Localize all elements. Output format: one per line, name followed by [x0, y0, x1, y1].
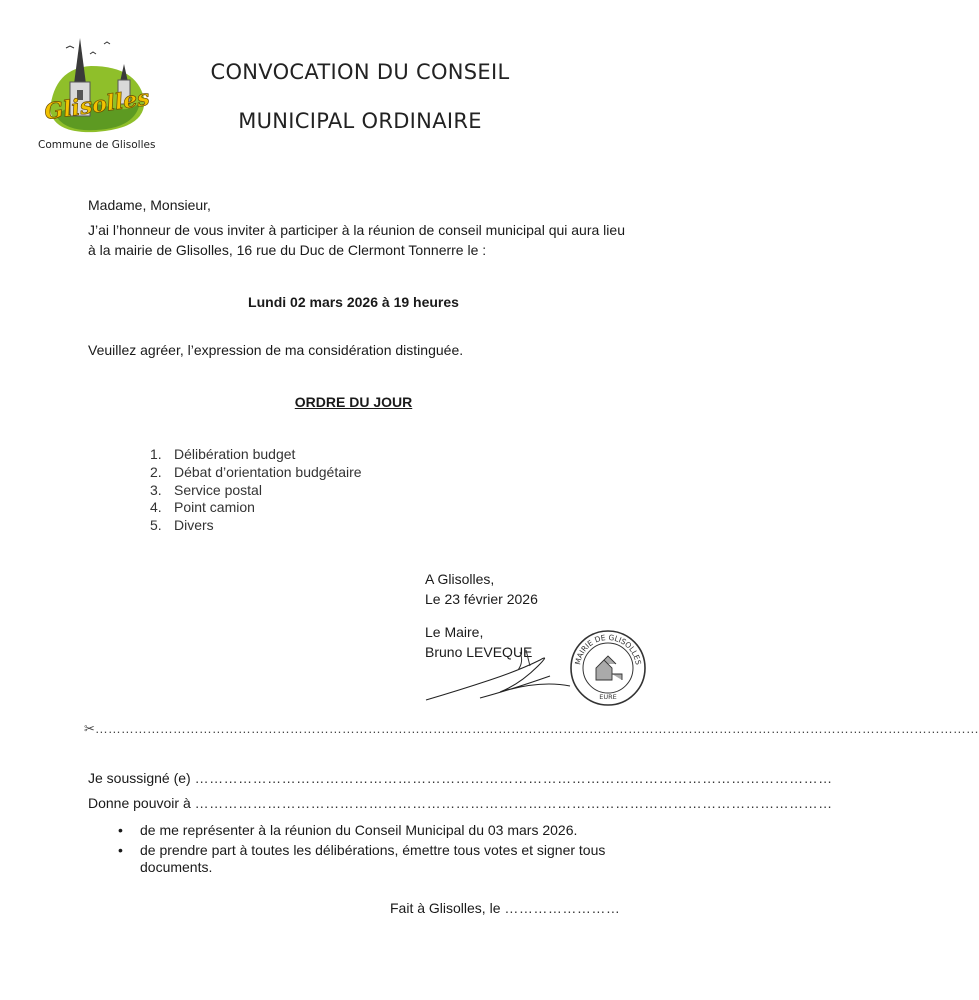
logo-text: Glisolles [42, 84, 152, 126]
salutation: Veuillez agréer, l’expression de ma considération distinguée. [88, 342, 464, 358]
stamp-text: MAIRIE DE GLISOLLES [573, 632, 643, 666]
agenda-list [150, 446, 362, 535]
list-item: • de me représenter à la réunion du Conseil Municipal du 03 mars 2026. [118, 822, 638, 840]
agenda-heading: ORDRE DU JOUR [294, 394, 413, 410]
handwritten-signature [420, 640, 580, 710]
glisolles-logo [36, 28, 156, 138]
list-item: 2. Débat d’orientation budgétaire [150, 463, 362, 480]
soussigne-dots: …………………………………………………………………………………………………………………… [194, 770, 833, 786]
page-title-line2: MUNICIPAL ORDINAIRE [238, 109, 482, 133]
cut-line: ✂…………………………………………………………………………………………………………………………………………………………………………………… [84, 721, 979, 736]
soussigne-field[interactable] [88, 770, 833, 786]
commune-name: Commune de Glisolles [38, 139, 156, 151]
fait-label: Fait à Glisolles, le [390, 900, 501, 916]
pouvoir-label: Donne pouvoir à [88, 795, 191, 811]
greeting: Madame, Monsieur, [88, 197, 211, 213]
proxy-bullets [118, 822, 638, 879]
soussigne-label: Je soussigné (e) [88, 770, 191, 786]
fait-field[interactable] [390, 900, 620, 916]
signatory: Le Maire, Bruno LEVEQUE [425, 624, 533, 660]
page-title-line1: CONVOCATION DU CONSEIL [210, 60, 510, 84]
intro-paragraph: J’ai l’honneur de vous inviter à participer à la réunion de conseil municipal qui aura lieu à la mairie de Glisolles, 16 rue du Duc de Clermont Tonnerre le : [88, 222, 625, 258]
signature-place-date: A Glisolles, Le 23 février 2026 [425, 571, 538, 607]
fait-dots: …………………… [504, 900, 621, 916]
list-item: 3. Service postal [150, 481, 262, 498]
meeting-date: Lundi 02 mars 2026 à 19 heures [248, 294, 459, 310]
list-item: 4. Point camion [150, 499, 255, 516]
pouvoir-field[interactable] [88, 795, 833, 811]
list-item: 1. Délibération budget [150, 446, 296, 462]
stamp-sub: EURE [599, 693, 617, 701]
list-item: • de prendre part à toutes les délibérations, émettre tous votes et signer tous documents. [118, 842, 638, 877]
list-item: 5. Divers [150, 517, 214, 534]
pouvoir-dots: …………………………………………………………………………………………………………………… [194, 795, 833, 811]
mairie-stamp [568, 628, 648, 708]
